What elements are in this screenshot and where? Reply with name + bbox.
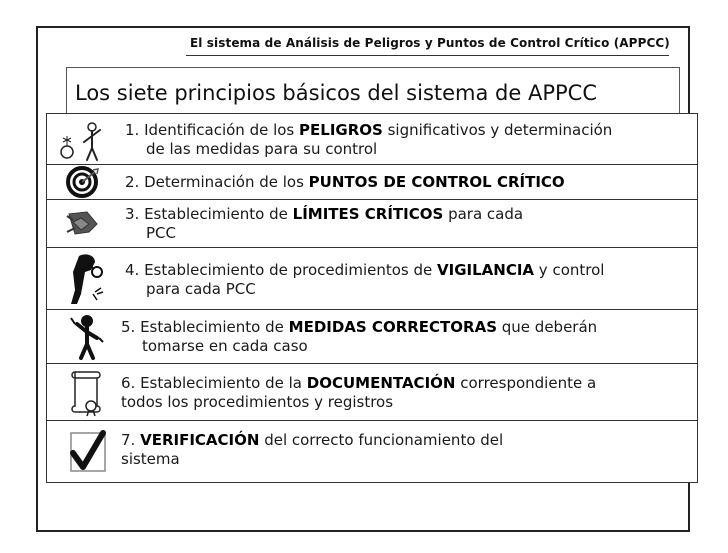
principle-1-line2: de las medidas para su control xyxy=(146,140,378,158)
principle-7-suffix: del correcto funcionamiento del xyxy=(259,431,504,449)
stick-figure-icon xyxy=(51,312,111,366)
principle-4-line2: para cada PCC xyxy=(146,280,256,298)
principle-1-suffix: significativos y determinación xyxy=(382,121,613,139)
principle-6-prefix: 6. Establecimiento de la xyxy=(121,374,307,392)
principle-4-suffix: y control xyxy=(534,261,605,279)
header-title: El sistema de Análisis de Peligros y Puntos de Control Crítico (APPCC) xyxy=(190,36,670,50)
principle-7-keyword: VERIFICACIÓN xyxy=(140,431,260,449)
principle-row-4 xyxy=(46,248,698,310)
principle-6-keyword: DOCUMENTACIÓN xyxy=(306,374,456,392)
handshake-icon xyxy=(51,206,111,246)
principle-5-prefix: 5. Establecimiento de xyxy=(121,318,289,336)
principle-1-prefix: 1. Identificación de los xyxy=(125,121,300,139)
principle-4-keyword: VIGILANCIA xyxy=(437,261,535,279)
principle-row-5 xyxy=(46,310,698,364)
principle-6-suffix: correspondiente a xyxy=(455,374,597,392)
scroll-document-icon xyxy=(51,366,111,422)
header xyxy=(36,26,690,56)
principle-5-keyword: MEDIDAS CORRECTORAS xyxy=(288,318,497,336)
principle-5-suffix: que deberán xyxy=(497,318,598,336)
principle-3-keyword: LÍMITES CRÍTICOS xyxy=(292,205,444,223)
principles-list xyxy=(46,113,698,483)
principle-row-6 xyxy=(46,364,698,421)
principles-title: Los siete principios básicos del sistema de APPCC xyxy=(75,81,597,105)
principle-7-line2: sistema xyxy=(121,450,180,468)
principle-2-keyword: PUNTOS DE CONTROL CRÍTICO xyxy=(308,173,565,191)
principle-1-keyword: PELIGROS xyxy=(299,121,383,139)
principle-row-2 xyxy=(46,165,698,200)
principle-row-1 xyxy=(46,113,698,165)
principle-row-3 xyxy=(46,200,698,248)
principle-2-prefix: 2. Determinación de los xyxy=(125,173,309,191)
principle-3-suffix: para cada xyxy=(443,205,524,223)
header-underline xyxy=(186,55,669,56)
magnifier-person-icon xyxy=(51,250,111,312)
principle-5-line2: tomarse en cada caso xyxy=(142,337,308,355)
principle-3-line2: PCC xyxy=(146,224,176,242)
principle-3-prefix: 3. Establecimiento de xyxy=(125,205,293,223)
target-icon xyxy=(51,166,111,202)
bomb-person-icon xyxy=(51,118,111,168)
principle-row-7 xyxy=(46,421,698,483)
checkmark-icon xyxy=(51,427,111,481)
principle-7-prefix: 7. xyxy=(121,431,141,449)
principles-title-box xyxy=(66,67,680,113)
principle-6-line2: todos los procedimientos y registros xyxy=(121,393,394,411)
principle-4-prefix: 4. Establecimiento de procedimientos de xyxy=(125,261,438,279)
